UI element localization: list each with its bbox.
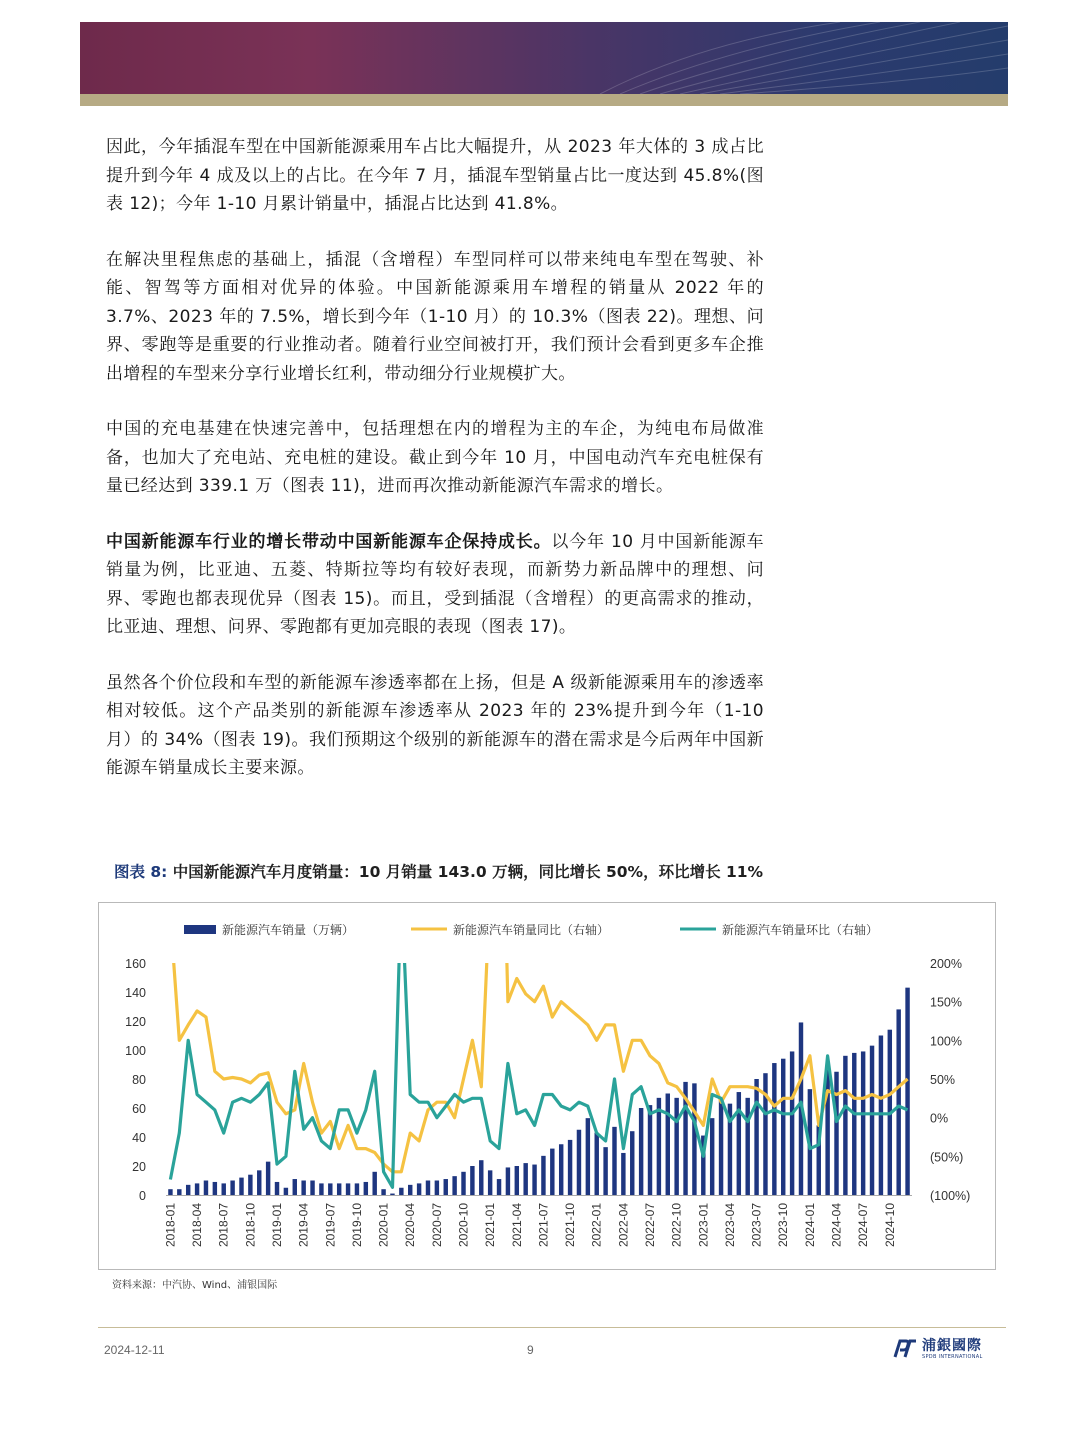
sales-bar: [497, 1179, 501, 1195]
x-tick-label: 2020-10: [456, 1203, 471, 1248]
sales-bar: [559, 1144, 563, 1195]
sales-bar: [577, 1130, 581, 1195]
sales-bar: [364, 1182, 368, 1195]
sales-bar: [470, 1166, 474, 1195]
sales-bar: [381, 1189, 385, 1195]
sales-bar: [177, 1189, 181, 1195]
footer-date: 2024-12-11: [104, 1343, 165, 1357]
x-tick-label: 2024-04: [829, 1203, 844, 1248]
sales-bar: [603, 1147, 607, 1195]
legend-label-yoy: 新能源汽车销量同比（右轴）: [453, 923, 610, 937]
sales-bar: [301, 1181, 305, 1196]
sales-bar: [541, 1156, 545, 1195]
paragraph-4: 中国新能源车行业的增长带动中国新能源车企保持成长。以今年 10 月中国新能源车销量为例，比亚迪、五菱、特斯拉等均有较好表现，而新势力新品牌中的理想、问界、零跑也都表现优异（图表 15)。而且，受到插混（含增程）的更高需求的推动，比亚迪、理想、问界、零跑都有更加亮眼的表现（图表 17)。: [106, 531, 764, 637]
figure-title: [114, 860, 763, 882]
chart-container: [98, 902, 996, 1270]
y-right-tick-label: 100%: [930, 1034, 962, 1049]
sales-bar: [479, 1160, 483, 1195]
sales-bar: [772, 1063, 776, 1195]
figure-caption: 中国新能源汽车月度销量：10 月销量 143.0 万辆，同比增长 50%，环比增长 11%: [172, 863, 764, 881]
x-tick-label: 2022-01: [589, 1203, 604, 1248]
sales-bar: [275, 1182, 279, 1195]
x-tick-label: 2021-10: [563, 1203, 578, 1248]
yoy-line: [170, 902, 907, 1172]
sales-bar: [666, 1094, 670, 1196]
sales-bar: [612, 1127, 616, 1195]
x-tick-label: 2022-10: [669, 1203, 684, 1248]
sales-bar: [781, 1059, 785, 1195]
figure-source: 资料来源：中汽协、Wind、浦银国际: [112, 1280, 278, 1291]
y-left-tick-label: 0: [139, 1189, 146, 1203]
y-left-tick-label: 40: [132, 1131, 146, 1145]
sales-bar: [248, 1175, 252, 1195]
y-right-tick-label: 150%: [930, 995, 962, 1010]
y-left-tick-label: 140: [125, 986, 146, 1000]
sales-bar: [390, 1194, 394, 1195]
sales-bar: [488, 1170, 492, 1195]
banner-pattern-graphic: [80, 22, 1008, 94]
sales-bar: [337, 1183, 341, 1195]
sales-bar: [843, 1056, 847, 1195]
sales-bar: [630, 1131, 634, 1195]
x-tick-label: 2023-01: [696, 1203, 711, 1248]
x-tick-label: 2024-10: [882, 1203, 897, 1248]
x-tick-label: 2022-04: [616, 1203, 631, 1248]
legend-label-mom: 新能源汽车销量环比（右轴）: [722, 923, 879, 937]
y-right-tick-label: 0%: [930, 1111, 949, 1126]
paragraph-5: 虽然各个价位段和车型的新能源车渗透率都在上扬，但是 A 级新能源乘用车的渗透率相对较低。这个产品类别的新能源车渗透率从 2023 年的 23%提升到今年（1-10 月）的 34%（图表 19)。我们预期这个级别的新能源车的潜在需求是今后两年中国新能源车销量成长主要来源。: [106, 672, 764, 778]
sales-bar: [417, 1183, 421, 1195]
paragraph-2: 在解决里程焦虑的基础上，插混（含增程）车型同样可以带来纯电车型在驾驶、补能、智驾等方面相对优异的体验。中国新能源乘用车增程的销量从 2022 年的 3.7%、2023 年的 7.5%，增长到今年（1-10 月）的 10.3%（图表 22)。理想、问界、零跑等是重要的行业推动者。随着行业空间被打开，我们预计会看到更多车企推出增程的车型来分享行业增长红利，带动细分行业规模扩大。: [106, 249, 764, 384]
sales-bar: [745, 1098, 749, 1195]
x-tick-label: 2023-07: [749, 1203, 764, 1248]
sales-bar: [905, 988, 909, 1195]
x-tick-label: 2024-07: [856, 1203, 871, 1248]
body-text: [106, 133, 764, 810]
y-left-tick-label: 20: [132, 1160, 146, 1174]
x-tick-label: 2020-04: [403, 1203, 418, 1248]
sales-bar: [568, 1140, 572, 1195]
sales-bar: [257, 1170, 261, 1195]
y-right-tick-label: (50%): [930, 1150, 964, 1165]
logo-text: 浦銀國際: [922, 1338, 982, 1354]
sales-bar: [586, 1118, 590, 1195]
sales-bar: [346, 1183, 350, 1195]
sales-bar: [372, 1172, 376, 1195]
y-left-tick-label: 120: [125, 1015, 146, 1029]
figure-label: 图表 8:: [114, 863, 168, 881]
sales-bar: [754, 1079, 758, 1195]
sales-bar: [186, 1185, 190, 1195]
x-tick-label: 2021-04: [509, 1203, 524, 1248]
logo-subtext: SPDB INTERNATIONAL: [922, 1354, 983, 1360]
sales-bar: [657, 1098, 661, 1195]
sales-bar: [870, 1046, 874, 1195]
sales-bar: [861, 1051, 865, 1195]
sales-bar: [435, 1181, 439, 1196]
x-tick-label: 2018-10: [243, 1203, 258, 1248]
paragraph-3: 中国的充电基建在快速完善中，包括理想在内的增程为主的车企，为纯电布局做准备，也加大了充电站、充电桩的建设。截止到今年 10 月，中国电动汽车充电桩保有量已经达到 339.1 万（图表 11)，进而再次推动新能源汽车需求的增长。: [106, 419, 764, 496]
sales-bar: [452, 1176, 456, 1195]
x-tick-label: 2018-01: [163, 1203, 178, 1248]
sales-bar: [293, 1179, 297, 1195]
sales-bar: [692, 1083, 696, 1195]
sales-bar: [532, 1165, 536, 1195]
x-tick-label: 2019-01: [270, 1203, 284, 1248]
company-logo: [892, 1333, 992, 1367]
legend-swatch-sales: [184, 925, 216, 934]
logo-mark-icon: [892, 1337, 918, 1361]
sales-bar: [310, 1181, 314, 1196]
y-left-tick-label: 100: [125, 1044, 146, 1058]
sales-bar: [506, 1167, 510, 1195]
sales-bar: [399, 1188, 403, 1195]
sales-bar: [639, 1108, 643, 1195]
sales-chart: [98, 902, 996, 1270]
sales-bar: [834, 1072, 838, 1195]
paragraph-1: 因此，今年插混车型在中国新能源乘用车占比大幅提升，从 2023 年大体的 3 成占比提升到今年 4 成及以上的占比。在今年 7 月，插混车型销量占比一度达到 45.8%(图表 12)；今年 1-10 月累计销量中，插混占比达到 41.8%。: [106, 137, 764, 214]
header-stripe: [80, 94, 1008, 106]
sales-bar: [230, 1181, 234, 1196]
x-tick-label: 2020-01: [376, 1203, 391, 1248]
sales-bar: [595, 1133, 599, 1195]
sales-bar: [204, 1181, 208, 1196]
y-left-tick-label: 60: [132, 1102, 146, 1116]
x-tick-label: 2019-04: [296, 1203, 311, 1248]
y-right-tick-label: (100%): [930, 1189, 971, 1203]
sales-bar: [408, 1185, 412, 1195]
sales-bar: [719, 1099, 723, 1195]
sales-bar: [168, 1189, 172, 1195]
x-tick-label: 2020-07: [429, 1203, 444, 1248]
sales-bar: [461, 1172, 465, 1195]
sales-bar: [444, 1179, 448, 1195]
x-tick-label: 2018-04: [190, 1203, 205, 1248]
y-left-tick-label: 160: [125, 957, 146, 971]
sales-bar: [621, 1153, 625, 1195]
x-tick-label: 2022-07: [643, 1203, 657, 1248]
sales-bar: [284, 1188, 288, 1195]
x-tick-label: 2018-07: [216, 1203, 231, 1248]
header-banner: [80, 22, 1008, 94]
sales-bar: [523, 1163, 527, 1195]
sales-bar: [852, 1053, 856, 1195]
sales-bar: [737, 1092, 741, 1195]
x-tick-label: 2023-04: [722, 1203, 737, 1248]
mom-line: [170, 902, 907, 1187]
sales-bar: [674, 1098, 678, 1195]
x-tick-label: 2023-10: [776, 1203, 791, 1248]
x-tick-label: 2024-01: [802, 1203, 817, 1248]
x-tick-label: 2021-01: [483, 1203, 498, 1248]
legend-label-sales: 新能源汽车销量（万辆）: [222, 923, 355, 937]
sales-bar: [239, 1178, 243, 1195]
sales-bar: [710, 1118, 714, 1195]
sales-bar: [266, 1162, 270, 1195]
sales-bar: [319, 1183, 323, 1195]
sales-bar: [515, 1166, 519, 1195]
x-tick-label: 2019-07: [323, 1203, 338, 1248]
sales-bar: [328, 1183, 332, 1195]
sales-bar: [648, 1105, 652, 1195]
sales-bar: [550, 1149, 554, 1195]
y-right-tick-label: 50%: [930, 1073, 956, 1087]
x-tick-label: 2019-10: [349, 1203, 364, 1248]
sales-bar: [790, 1051, 794, 1195]
footer-divider: [98, 1327, 1006, 1328]
sales-bar: [195, 1183, 199, 1195]
page-number: 9: [527, 1343, 534, 1357]
sales-bar: [426, 1181, 430, 1196]
y-left-tick-label: 80: [132, 1073, 146, 1087]
x-tick-label: 2021-07: [536, 1203, 551, 1248]
sales-bar: [355, 1183, 359, 1195]
sales-bar: [896, 1009, 900, 1195]
sales-bar: [213, 1182, 217, 1195]
sales-bar: [222, 1183, 226, 1195]
y-right-tick-label: 200%: [930, 957, 962, 971]
